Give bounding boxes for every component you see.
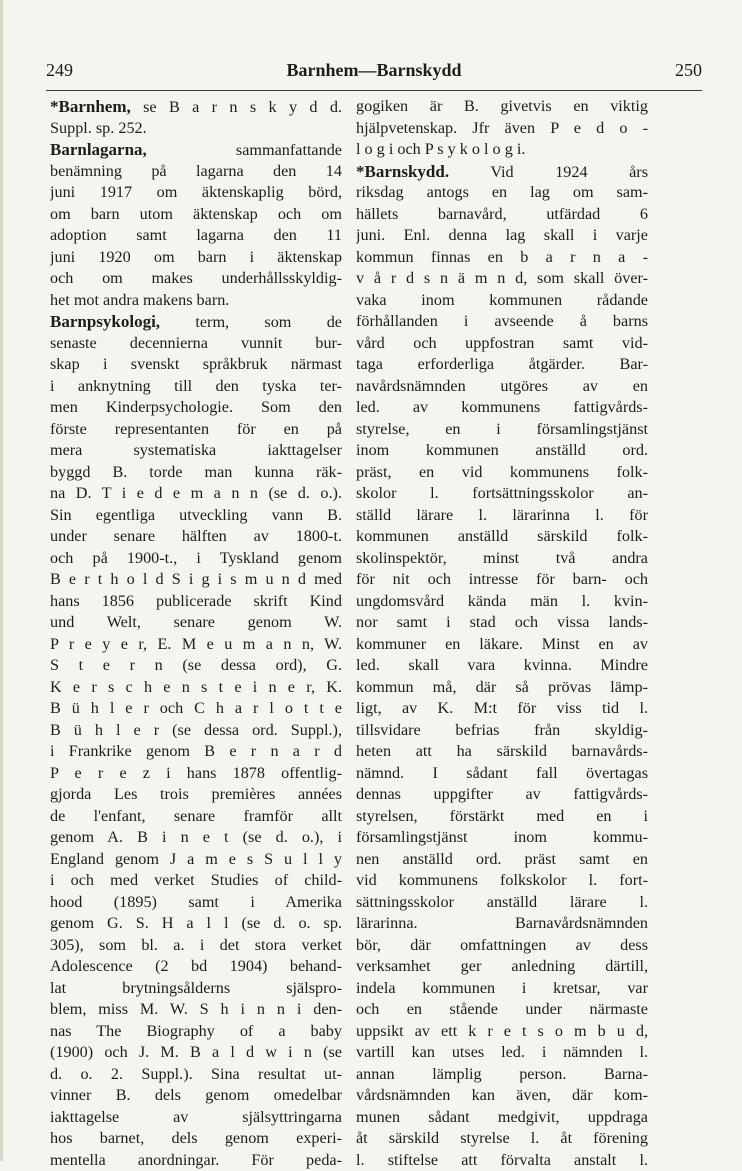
text-line xyxy=(50,96,342,118)
line-text: under senare hälften av 1800-t. xyxy=(50,527,342,545)
line-text: uppsikt av ett k r e t s o m b u d, xyxy=(356,1022,648,1040)
text-line xyxy=(356,1042,648,1064)
line-text: ligt, av K. M:t för viss tid l. xyxy=(356,699,648,717)
text-line xyxy=(50,376,342,398)
text-line xyxy=(50,870,342,892)
text-line xyxy=(356,634,648,656)
text-line xyxy=(50,763,342,785)
line-text: och på 1900-t., i Tyskland genom xyxy=(50,549,342,567)
line-text: (1900) och J. M. B a l d w i n (se xyxy=(50,1043,342,1061)
text-line xyxy=(50,935,342,957)
text-line xyxy=(50,182,342,204)
text-line xyxy=(356,956,648,978)
line-text: nor samt i stad och vissa lands- xyxy=(356,613,648,631)
line-text: kommun må, där så prövas lämp- xyxy=(356,678,648,696)
line-text: skap i svenskt språkbruk närmast xyxy=(50,355,342,373)
text-line xyxy=(50,1064,342,1086)
line-text: genom A. B i n e t (se d. o.), i xyxy=(50,828,342,846)
text-line xyxy=(356,698,648,720)
line-text: l. stiftelse att förvalta anstalt l. xyxy=(356,1151,648,1169)
line-text: blem, miss M. W. S h i n n i den- xyxy=(50,1000,342,1018)
line-text: se B a r n s k y d d. xyxy=(131,98,342,116)
text-line xyxy=(50,913,342,935)
line-text: S t e r n (se dessa ord), G. xyxy=(50,656,342,674)
text-line xyxy=(50,655,342,677)
text-line xyxy=(50,720,342,742)
line-text: l o g i och P s y k o l o g i. xyxy=(356,140,525,158)
line-text: åt särskild styrelse l. åt förening xyxy=(356,1129,648,1147)
line-text: 305), som bl. a. i det stora verket xyxy=(50,936,342,954)
text-line xyxy=(50,397,342,419)
text-line xyxy=(356,1150,648,1171)
text-line xyxy=(50,784,342,806)
text-line xyxy=(50,677,342,699)
text-line xyxy=(356,182,648,204)
text-line xyxy=(356,827,648,849)
page-edge xyxy=(0,0,3,1161)
line-text: taga erforderliga åtgärder. Bar- xyxy=(356,355,648,373)
text-line xyxy=(356,892,648,914)
line-text: B ü h l e r och C h a r l o t t e xyxy=(50,699,342,717)
line-text: ungdomsvård kända män l. kvin- xyxy=(356,592,648,610)
text-line xyxy=(356,677,648,699)
line-text: England genom J a m e s S u l l y xyxy=(50,850,342,868)
line-text: dennas uppgifter av fattigvårds- xyxy=(356,785,648,803)
text-line xyxy=(356,161,648,183)
line-text: P e r e z i hans 1878 offentlig- xyxy=(50,764,342,782)
line-text: de l'enfant, senare framför allt xyxy=(50,807,342,825)
text-line xyxy=(50,419,342,441)
text-line xyxy=(50,892,342,914)
text-line xyxy=(50,483,342,505)
text-line xyxy=(50,634,342,656)
text-line xyxy=(50,741,342,763)
text-line xyxy=(50,1042,342,1064)
line-text: led. av kommunens fattigvårds- xyxy=(356,398,648,416)
text-line xyxy=(50,1021,342,1043)
line-text: mentella anordningar. För peda- xyxy=(50,1151,342,1169)
text-line xyxy=(50,333,342,355)
text-line xyxy=(356,720,648,742)
text-line xyxy=(356,870,648,892)
entry-headword: Barnpsykologi, xyxy=(50,312,160,331)
line-text: B ü h l e r (se dessa ord. Suppl.), xyxy=(50,721,342,739)
line-text: lärarinna. Barnavårdsnämnden xyxy=(356,914,648,932)
running-title: Barnhem—Barnskydd xyxy=(46,60,702,81)
text-line xyxy=(356,978,648,1000)
line-text: d. o. 2. Suppl.). Sina resultat ut- xyxy=(50,1065,342,1083)
line-text: förhållanden i avseende å barns xyxy=(356,312,648,330)
text-line xyxy=(50,311,342,333)
line-text: men Kinderpsychologie. Som den xyxy=(50,398,342,416)
line-text: v å r d s n ä m n d, som skall över- xyxy=(356,269,648,287)
text-line xyxy=(50,548,342,570)
line-text: genom G. S. H a l l (se d. o. sp. xyxy=(50,914,342,932)
text-line xyxy=(50,225,342,247)
page-header xyxy=(46,60,702,86)
line-text: kommunen anställd särskild folk- xyxy=(356,527,648,545)
line-text: tillsvidare befrias från skyldig- xyxy=(356,721,648,739)
line-text: kommuner en läkare. Minst en av xyxy=(356,635,648,653)
text-line xyxy=(356,247,648,269)
text-line xyxy=(356,591,648,613)
entry-headword: *Barnhem, xyxy=(50,97,131,116)
line-text: riksdag antogs en lag om sam- xyxy=(356,183,648,201)
text-line xyxy=(356,548,648,570)
text-line xyxy=(50,591,342,613)
text-line xyxy=(50,806,342,828)
line-text: i anknytning till den tyska ter- xyxy=(50,377,342,395)
header-rule xyxy=(46,90,702,91)
text-line xyxy=(356,139,648,161)
text-line xyxy=(50,698,342,720)
line-text: term, som de xyxy=(160,313,342,331)
text-line xyxy=(356,483,648,505)
line-text: adoption samt lagarna den 11 xyxy=(50,226,342,244)
text-line xyxy=(356,999,648,1021)
line-text: församlingstjänst inom kommu- xyxy=(356,828,648,846)
line-text: K e r s c h e n s t e i n e r, K. xyxy=(50,678,342,696)
text-line xyxy=(356,397,648,419)
line-text: och om makes underhållsskyldig- xyxy=(50,269,342,287)
line-text: nen anställd ord. präst samt en xyxy=(356,850,648,868)
line-text: Adolescence (2 bd 1904) behand- xyxy=(50,957,342,975)
text-line xyxy=(356,569,648,591)
line-text: vid kommunens folkskolor l. fort- xyxy=(356,871,648,889)
text-line xyxy=(50,1085,342,1107)
text-line xyxy=(356,935,648,957)
text-line xyxy=(50,505,342,527)
line-text: vårdsnämnden kan även, där kom- xyxy=(356,1086,648,1104)
line-text: indela kommunen i kretsar, var xyxy=(356,979,648,997)
line-text: gogiken är B. givetvis en viktig xyxy=(356,97,648,115)
text-line xyxy=(356,1107,648,1129)
line-text: sättningsskolor anställd lärare l. xyxy=(356,893,648,911)
line-text: lat brytningsålderns själspro- xyxy=(50,979,342,997)
text-line xyxy=(356,612,648,634)
text-line xyxy=(356,419,648,441)
text-line xyxy=(356,225,648,247)
text-line xyxy=(356,505,648,527)
text-line xyxy=(356,784,648,806)
line-text: vård och uppfostran samt vid- xyxy=(356,334,648,352)
text-line xyxy=(356,1064,648,1086)
line-text: und Welt, senare genom W. xyxy=(50,613,342,631)
text-line xyxy=(356,806,648,828)
text-line xyxy=(356,655,648,677)
line-text: vartill kan utses led. i nämnden l. xyxy=(356,1043,648,1061)
line-text: byggd B. torde man kunna räk- xyxy=(50,463,342,481)
line-text: juni 1917 om äktenskaplig börd, xyxy=(50,183,342,201)
text-line xyxy=(356,354,648,376)
left-column xyxy=(50,96,342,1171)
text-line xyxy=(50,290,342,312)
line-text: gjorda Les trois premières années xyxy=(50,785,342,803)
right-column xyxy=(356,96,648,1171)
line-text: styrelse, en i församlingstjänst xyxy=(356,420,648,438)
line-text: och en stående under närmaste xyxy=(356,1000,648,1018)
text-line xyxy=(50,1128,342,1150)
line-text: nämnd. I sådant fall övertagas xyxy=(356,764,648,782)
text-line xyxy=(50,268,342,290)
text-line xyxy=(356,376,648,398)
text-line xyxy=(50,440,342,462)
line-text: styrelsen, förstärkt med en i xyxy=(356,807,648,825)
line-text: juni 1920 om barn i äktenskap xyxy=(50,248,342,266)
line-text: Sin egentliga utveckling vann B. xyxy=(50,506,342,524)
text-line xyxy=(50,956,342,978)
text-line xyxy=(50,204,342,226)
line-text: senaste decennierna vunnit bur- xyxy=(50,334,342,352)
line-text: het mot andra makens barn. xyxy=(50,291,229,309)
line-text: för nit och intresse för barn- och xyxy=(356,570,648,588)
text-line xyxy=(356,526,648,548)
text-line xyxy=(50,1150,342,1171)
line-text: na D. T i e d e m a n n (se d. o.). xyxy=(50,484,342,502)
text-line xyxy=(50,612,342,634)
line-text: hans 1856 publicerade skrift Kind xyxy=(50,592,342,610)
text-line xyxy=(50,827,342,849)
line-text: skolinspektör, minst två andra xyxy=(356,549,648,567)
text-line xyxy=(50,999,342,1021)
text-line xyxy=(356,1085,648,1107)
line-text: B e r t h o l d S i g i s m u n d med xyxy=(50,570,342,588)
text-line xyxy=(356,204,648,226)
text-line xyxy=(356,1021,648,1043)
line-text: vaka inom kommunen rådande xyxy=(356,291,648,309)
text-line xyxy=(50,1107,342,1129)
text-line xyxy=(50,247,342,269)
line-text: juni. Enl. denna lag skall i varje xyxy=(356,226,648,244)
line-text: P r e y e r, E. M e u m a n n, W. xyxy=(50,635,342,653)
entry-headword: *Barnskydd. xyxy=(356,162,449,181)
text-line xyxy=(356,311,648,333)
line-text: vinner B. dels genom omedelbar xyxy=(50,1086,342,1104)
line-text: kommun finnas en b a r n a - xyxy=(356,248,648,266)
page-number-right: 250 xyxy=(675,60,702,81)
line-text: munen sådant medgivit, uppdraga xyxy=(356,1108,648,1126)
line-text: heten att ha särskild barnavårds- xyxy=(356,742,648,760)
text-line xyxy=(356,1128,648,1150)
line-text: inom kommunen anställd ord. xyxy=(356,441,648,459)
line-text: Vid 1924 års xyxy=(449,163,648,181)
line-text: Suppl. sp. 252. xyxy=(50,119,147,137)
line-text: hällets barnavård, utfärdad 6 xyxy=(356,205,648,223)
line-text: i och med verket Studies of child- xyxy=(50,871,342,889)
text-line xyxy=(50,978,342,1000)
text-line xyxy=(50,161,342,183)
text-line xyxy=(356,268,648,290)
text-line xyxy=(356,333,648,355)
line-text: om barn utom äktenskap och om xyxy=(50,205,342,223)
line-text: nas The Biography of a baby xyxy=(50,1022,342,1040)
text-line xyxy=(356,462,648,484)
line-text: mera systematiska iakttagelser xyxy=(50,441,342,459)
text-line xyxy=(356,849,648,871)
text-line xyxy=(50,354,342,376)
line-text: iakttagelse av själsyttringarna xyxy=(50,1108,342,1126)
text-line xyxy=(356,118,648,140)
text-line xyxy=(50,118,342,140)
text-line xyxy=(356,96,648,118)
line-text: benämning på lagarna den 14 xyxy=(50,162,342,180)
text-line xyxy=(356,913,648,935)
line-text: förste representanten för en på xyxy=(50,420,342,438)
text-line xyxy=(356,741,648,763)
line-text: sammanfattande xyxy=(147,141,342,159)
text-line xyxy=(50,849,342,871)
text-line xyxy=(50,526,342,548)
line-text: verksamhet ger anledning därtill, xyxy=(356,957,648,975)
line-text: i Frankrike genom B e r n a r d xyxy=(50,742,342,760)
text-line xyxy=(356,290,648,312)
line-text: annan lämplig person. Barna- xyxy=(356,1065,648,1083)
page-number-left: 249 xyxy=(46,60,73,81)
line-text: hjälpvetenskap. Jfr även P e d o - xyxy=(356,119,648,137)
line-text: skolor l. fortsättningsskolor an- xyxy=(356,484,648,502)
line-text: hos barnet, dels genom experi- xyxy=(50,1129,342,1147)
text-line xyxy=(50,462,342,484)
line-text: ställd lärare l. lärarinna l. för xyxy=(356,506,648,524)
line-text: präst, en vid kommunens folk- xyxy=(356,463,648,481)
line-text: hood (1895) samt i Amerika xyxy=(50,893,342,911)
text-line xyxy=(50,569,342,591)
line-text: led. skall vara kvinna. Mindre xyxy=(356,656,648,674)
line-text: navårdsnämnden utgöres av en xyxy=(356,377,648,395)
text-line xyxy=(356,763,648,785)
text-line xyxy=(50,139,342,161)
line-text: bör, där omfattningen av dess xyxy=(356,936,648,954)
entry-headword: Barnlagarna, xyxy=(50,140,147,159)
text-line xyxy=(356,440,648,462)
